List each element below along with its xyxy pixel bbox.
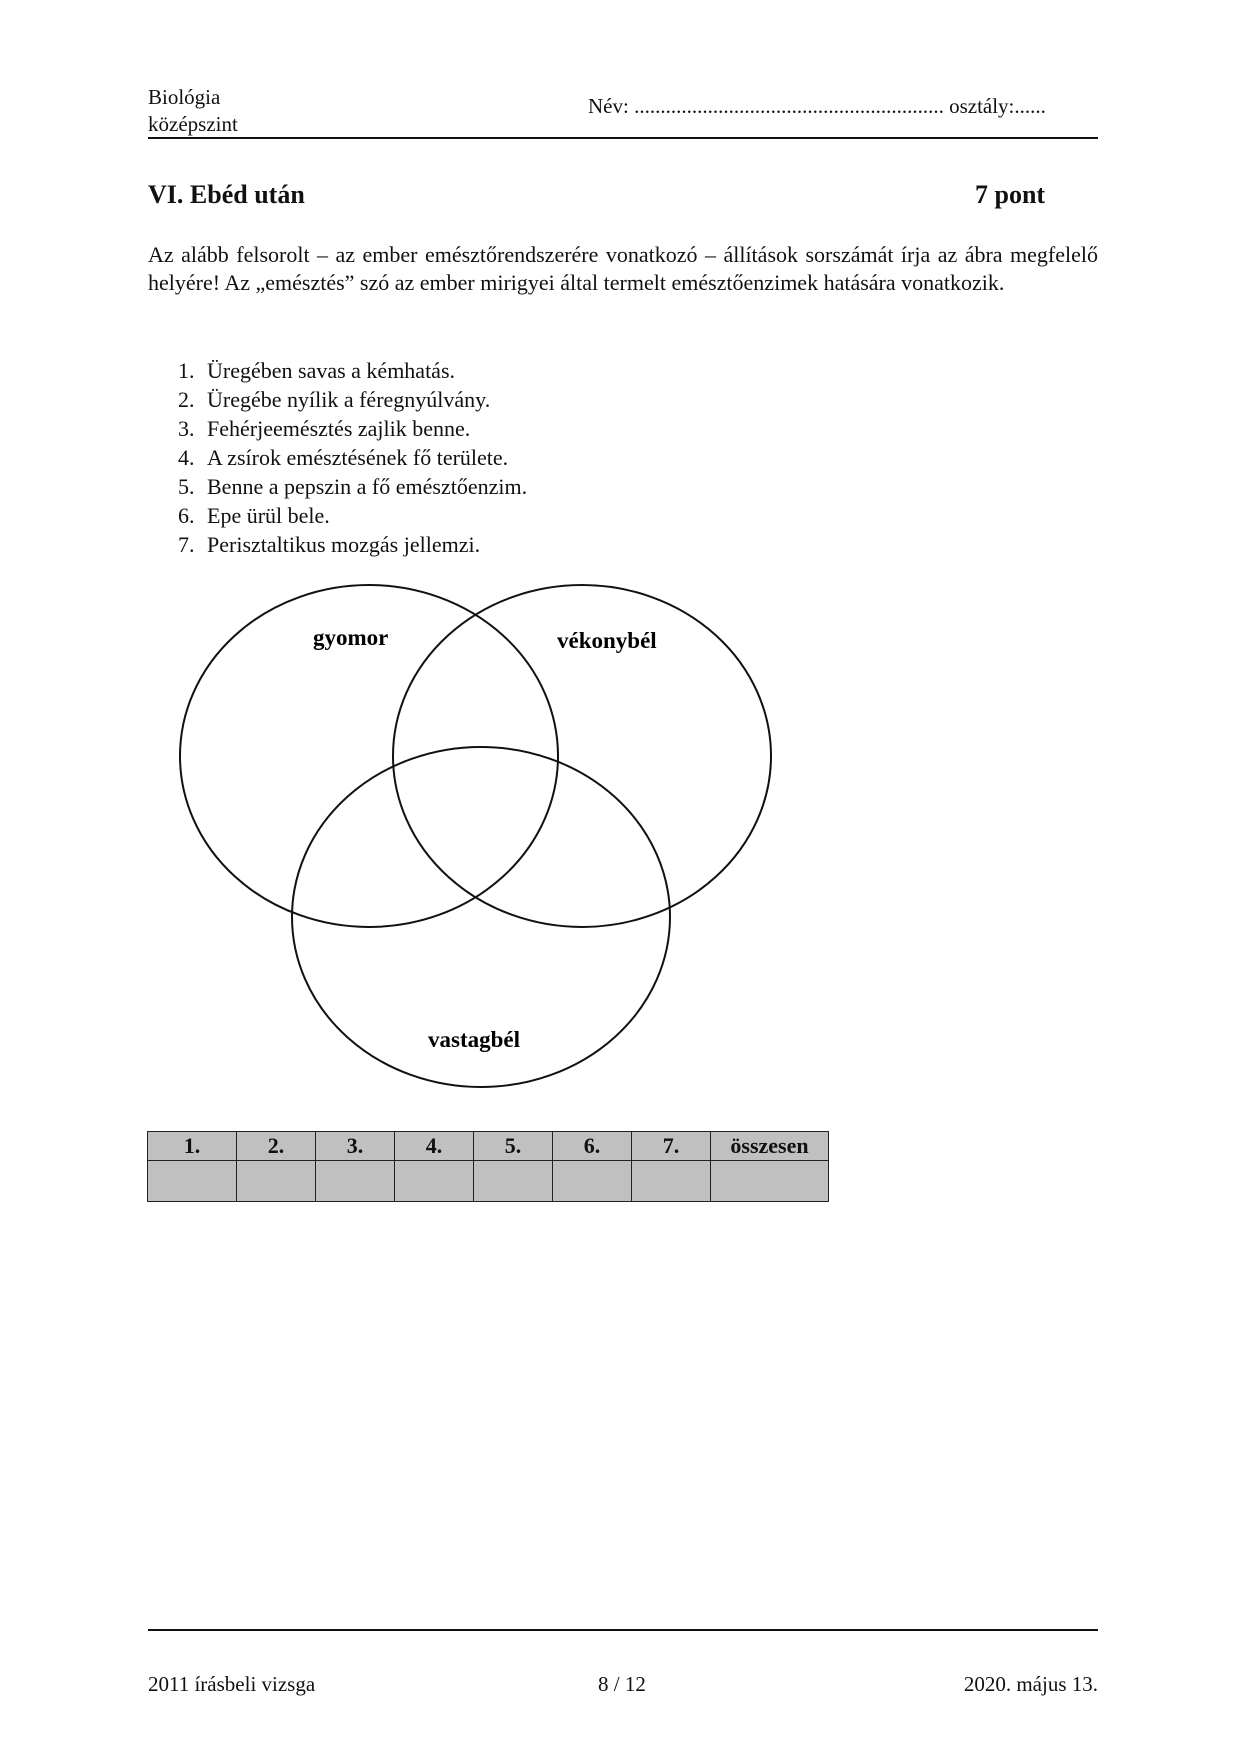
footer-exam-info: 2011 írásbeli vizsga <box>148 1672 316 1696</box>
score-cell[interactable] <box>316 1161 395 1202</box>
statement-number: 2. <box>178 387 195 412</box>
footer-divider <box>148 1629 1098 1631</box>
venn-circle-small-intestine[interactable] <box>393 585 771 927</box>
score-cell[interactable] <box>632 1161 711 1202</box>
score-cell[interactable] <box>395 1161 474 1202</box>
score-table <box>147 1131 829 1202</box>
subject-name: Biológia <box>148 85 221 109</box>
footer-page-number: 8 / 12 <box>598 1672 646 1696</box>
statement-item <box>178 385 527 414</box>
statement-text: Benne a pepszin a fő emésztőenzim. <box>207 474 528 499</box>
subject-level: középszint <box>148 112 238 136</box>
score-value-row <box>148 1161 829 1202</box>
statement-number: 3. <box>178 416 195 441</box>
statement-number: 4. <box>178 445 195 470</box>
statement-number: 1. <box>178 358 195 383</box>
statement-item <box>178 443 527 472</box>
statement-list <box>178 356 527 559</box>
statement-item <box>178 414 527 443</box>
score-cell[interactable] <box>148 1161 237 1202</box>
score-cell[interactable] <box>474 1161 553 1202</box>
task-points: 7 pont <box>975 180 1046 209</box>
score-header-cell: 2. <box>237 1132 316 1161</box>
venn-label-stomach: gyomor <box>313 625 389 650</box>
score-header-cell: 3. <box>316 1132 395 1161</box>
score-header-cell: 1. <box>148 1132 237 1161</box>
score-header-cell: 4. <box>395 1132 474 1161</box>
score-header-row <box>148 1132 829 1161</box>
score-cell[interactable] <box>553 1161 632 1202</box>
score-header-cell: 7. <box>632 1132 711 1161</box>
statement-number: 6. <box>178 503 195 528</box>
header-subject <box>148 84 238 138</box>
venn-label-large-intestine: vastagbél <box>428 1027 520 1052</box>
statement-text: A zsírok emésztésének fő területe. <box>207 445 509 470</box>
score-header-total: összesen <box>711 1132 829 1161</box>
score-cell[interactable] <box>237 1161 316 1202</box>
statement-text: Epe ürül bele. <box>207 503 330 528</box>
venn-circle-stomach[interactable] <box>180 585 558 927</box>
statement-text: Fehérjeemésztés zajlik benne. <box>207 416 471 441</box>
task-title: VI. Ebéd után <box>148 180 305 209</box>
score-header-cell: 6. <box>553 1132 632 1161</box>
statement-item <box>178 356 527 385</box>
score-total-cell[interactable] <box>711 1161 829 1202</box>
footer-date: 2020. május 13. <box>963 1672 1098 1696</box>
statement-text: Üregébe nyílik a féregnyúlvány. <box>207 387 491 412</box>
score-header-cell: 5. <box>474 1132 553 1161</box>
task-instructions: Az alább felsorolt – az ember emésztőrendszerére vonatkozó – állítások sorszámát írja az ábra megfelelő helyére! Az „emésztés” szó az ember mirigyei által termelt emésztőenzimek hatására vonatkozik. <box>148 242 1098 295</box>
statement-item <box>178 501 527 530</box>
statement-number: 7. <box>178 532 195 557</box>
venn-label-small-intestine: vékonybél <box>557 628 657 653</box>
venn-circle-large-intestine[interactable] <box>292 747 670 1087</box>
statement-item <box>178 530 527 559</box>
statement-text: Üregében savas a kémhatás. <box>207 358 456 383</box>
statement-item <box>178 472 527 501</box>
header-divider <box>148 137 1098 139</box>
statement-text: Perisztaltikus mozgás jellemzi. <box>207 532 481 557</box>
name-class-field[interactable]: Név: ........................................................... osztály:...... <box>588 94 1046 118</box>
statement-number: 5. <box>178 474 195 499</box>
